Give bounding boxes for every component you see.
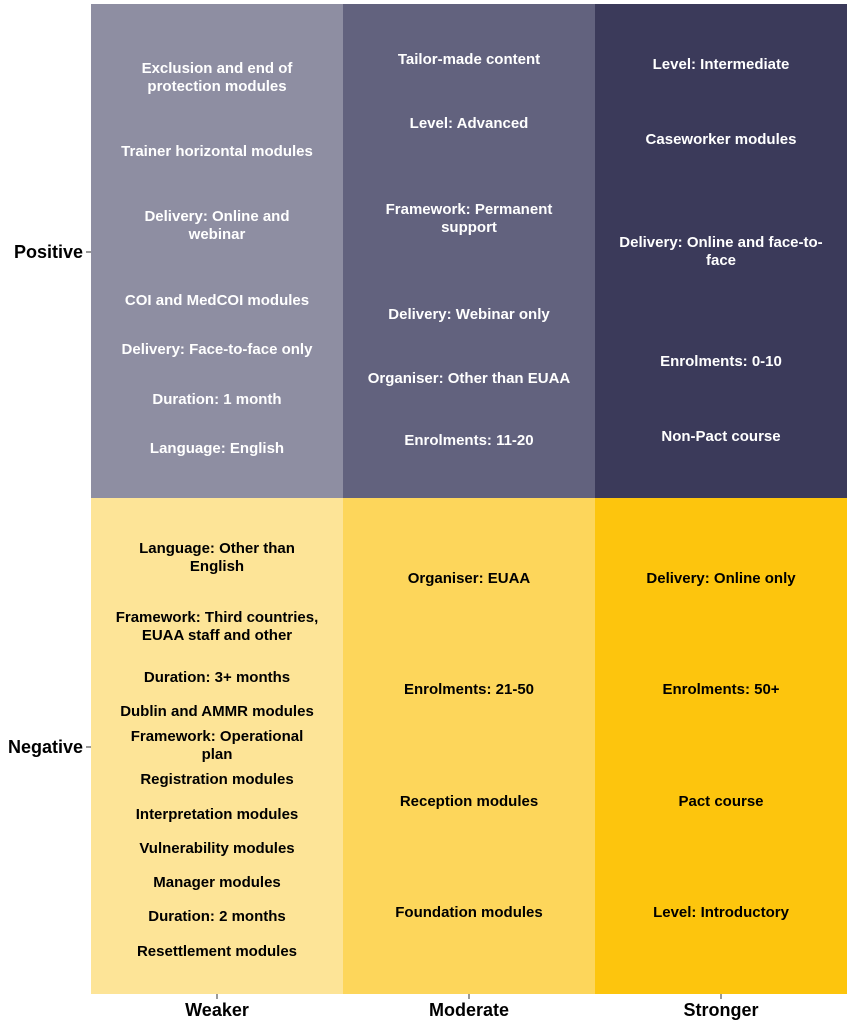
cell-label: Level: Intermediate [652,56,790,73]
cell-label: Level: Introductory [653,904,789,921]
cell-label: Language: Other than English [139,540,295,575]
cell-label: Delivery: Online only [646,570,796,587]
cell-label: Interpretation modules [135,806,299,823]
cell-label: Duration: 2 months [148,908,286,925]
cell-label: Dublin and AMMR modules [120,703,314,720]
cell-label: Enrolments: 11-20 [404,432,534,449]
cell-positive-moderate [343,4,595,498]
cell-label: Trainer horizontal modules [121,143,313,160]
cell-label: Enrolments: 50+ [662,681,780,698]
cell-label: Non-Pact course [661,428,781,445]
cell-label: Duration: 1 month [152,391,282,408]
cell-label: Tailor-made content [397,51,541,68]
cell-label: Organiser: EUAA [407,570,531,587]
cell-label: Delivery: Webinar only [388,306,550,323]
x-tick-label: Weaker [185,1000,249,1020]
cell-label: Vulnerability modules [139,840,295,857]
y-tick-label: Positive [13,242,83,262]
cell-label: Framework: Permanent support [385,201,553,236]
cell-positive-stronger [595,4,847,498]
cell-label: Enrolments: 21-50 [403,681,535,698]
cell-label: Reception modules [399,793,539,810]
cell-label: Exclusion and end of protection modules [141,60,293,95]
cell-label: Duration: 3+ months [143,669,291,686]
cell-label: Resettlement modules [136,943,298,960]
x-tick-label: Moderate [428,1000,510,1020]
cell-label: Foundation modules [395,904,543,921]
cell-label: Organiser: Other than EUAA [367,370,571,387]
cell-label: Framework: Operational plan [130,728,304,763]
cell-label: Enrolments: 0-10 [660,353,782,370]
x-tick-label: Stronger [683,1000,759,1020]
cell-label: Delivery: Face-to-face only [121,341,313,358]
cell-label: Caseworker modules [645,131,797,148]
cell-label: Framework: Third countries, EUAA staff and other [115,609,319,644]
cell-label: COI and MedCOI modules [124,292,310,309]
cell-label: Level: Advanced [409,115,529,132]
cell-label: Manager modules [153,874,281,891]
cell-label: Registration modules [140,771,294,788]
cell-label: Language: English [149,440,285,457]
cell-label: Pact course [678,793,764,810]
y-tick-label: Negative [7,737,83,757]
cell-label: Delivery: Online and webinar [144,208,290,243]
cell-label: Delivery: Online and face-to-face [619,234,823,269]
